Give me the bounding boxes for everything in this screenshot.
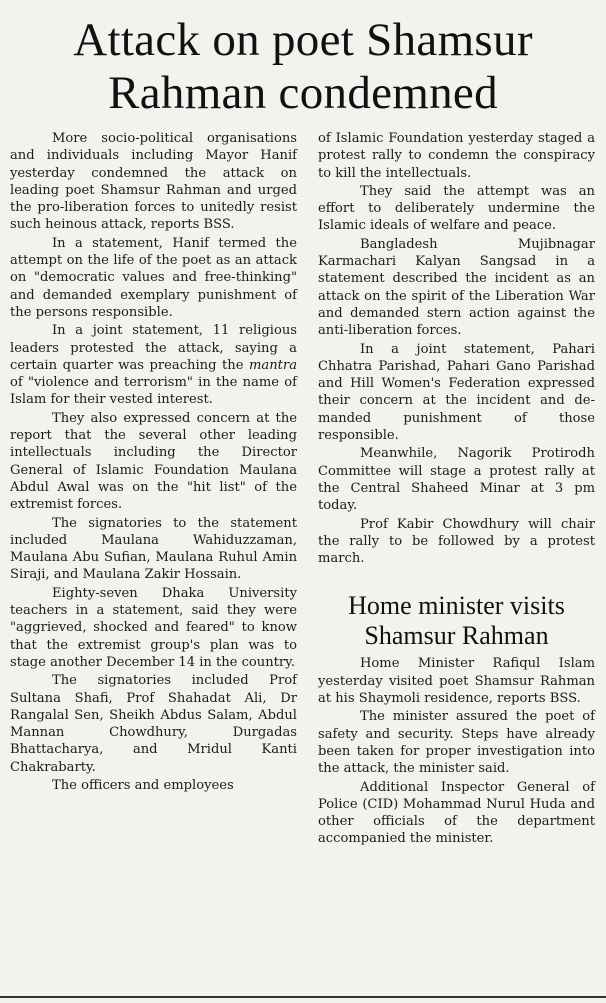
bottom-rule (0, 996, 606, 998)
paragraph: Meanwhile, Nagorik Protirodh Committee will stage a protest rally at the Central Shaheed Minar at 3 pm today. (318, 446, 595, 514)
paragraph: They also expressed concern at the report that the several other leading intellectuals including the Director General of Islamic Foundation Maulana Abdul Awal was on the "hit list" of the extremist forces. (10, 410, 297, 513)
paragraph: The signatories to the statement included Maulana Wahiduzzaman, Maulana Abu Sufian, Maulana Ruhul Amin Siraji, and Maulana Zakir Hossain. (10, 515, 297, 583)
paragraph: They said the attempt was an effort to deliberately undermine the Islamic ideals of welfare and peace. (318, 183, 595, 234)
italic-word: mantra (249, 357, 297, 373)
second-story-headline: Home minister visits Shamsur Rahman (348, 591, 565, 651)
headline: Attack on poet Shamsur Rahman condemned (73, 14, 533, 119)
paragraph-text: In a joint statement, 11 religious leaders protested the attack, saying a certain quarter was preaching the mantra of "violence and terrorism" in the name of Islam for their vested interest. (10, 323, 297, 408)
paragraph: The signatories included Prof Sultana Shafi, Prof Shahadat Ali, Dr Rangalal Sen, Sheikh Abdus Salam, Abdul Mannan Chowdhury, Durgadas Bhattacharya, and Mridul Kanti Chakrabarty. (10, 673, 297, 775)
paragraph: More socio-political organisations and individuals including Mayor Hanif yesterday condemned the attack on leading poet Shamsur Rahman and urged the pro-liberation forces to unitedly resist such heinous attack, reports BSS. (10, 131, 297, 233)
paragraph: Prof Kabir Chowdhury will chair the rally to be followed by a protest march. (318, 516, 595, 567)
paragraph-continued: of Islamic Foundation yesterday staged a protest rally to condemn the conspiracy to kill the intellectuals. (318, 131, 595, 181)
paragraph: Additional Inspector General of Police (CID) Mohammad Nurul Huda and other officials of the department accompanied the minister. (318, 779, 595, 847)
paragraph: The minister assured the poet of safety and security. Steps have already been taken for proper investigation into the attack, the minister said. (318, 709, 595, 777)
paragraph-mantra (10, 322, 297, 408)
paragraph: In a joint statement, Pahari Chhatra Parishad, Pahari Gano Parishad and Hill Women's Federation expressed their concern at the incident and demanded punishment of those responsible. (318, 341, 595, 444)
paragraph: Eighty-seven Dhaka University teachers in a statement, said they were "aggrieved, shocked and feared" to know that the extremist group's plan was to stage another December 14 in the country. (10, 585, 297, 670)
column-right (318, 130, 595, 848)
column-left (10, 130, 297, 794)
paragraph: Bangladesh Mujibnagar Karmachari Kalyan Sangsad in a statement described the incident as an attack on the spirit of the Liberation War and demanded stern action against the anti-liberation forces. (318, 236, 595, 339)
paragraph: The officers and employees (52, 777, 234, 793)
paragraph: Home Minister Rafiqul Islam yesterday visited poet Shamsur Rahman at his Shaymoli residence, reports BSS. (318, 656, 595, 707)
paragraph: In a statement, Hanif termed the attempt on the life of the poet as an attack on "democratic values and free-thinking" and demanded exemplary punishment of the persons responsible. (10, 235, 297, 320)
